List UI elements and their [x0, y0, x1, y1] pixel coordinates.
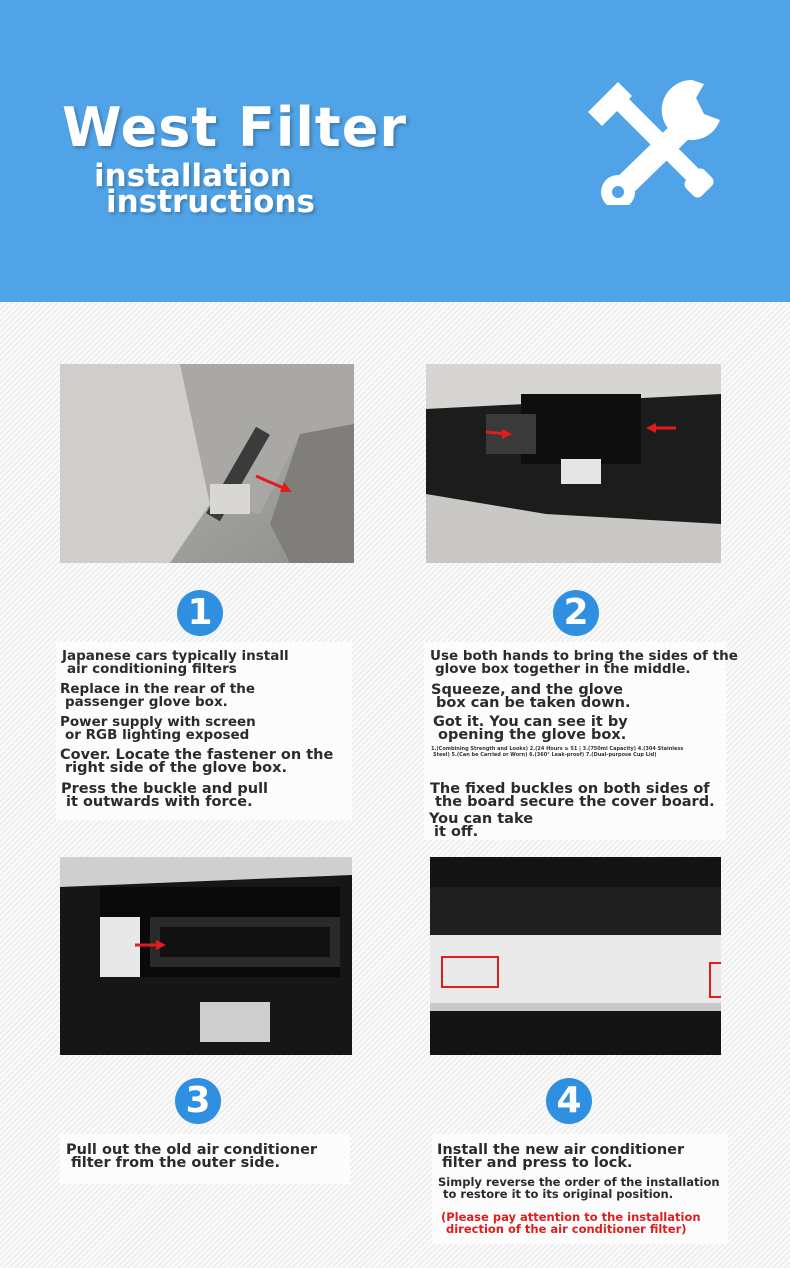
step-2-paragraph-3: Got it. You can see it by opening the glove box.	[433, 714, 628, 743]
header-banner	[0, 0, 790, 302]
brand-title: West Filter	[62, 96, 407, 159]
step-4-warning-note: (Please pay attention to the installation direction of the air conditioner filter)	[441, 1210, 701, 1236]
step-1-paragraph-4: Cover. Locate the fastener on the right side of the glove box.	[60, 747, 334, 776]
step-3-paragraph-1: Pull out the old air conditioner filter from the outer side.	[66, 1142, 318, 1171]
step-2-paragraph-1: Use both hands to bring the sides of the glove box together in the middle.	[430, 648, 738, 677]
step-2-paragraph-2: Squeeze, and the glove box can be taken down.	[431, 682, 631, 711]
wrench-hammer-icon	[580, 70, 730, 205]
subtitle-line-2: instructions	[106, 184, 315, 220]
step-1-paragraph-5: Press the buckle and pull it outwards with force.	[61, 781, 269, 810]
step-2-paragraph-4: The fixed buckles on both sides of the board secure the cover board.	[430, 781, 715, 810]
step-4-paragraph-1: Install the new air conditioner filter and press to lock.	[437, 1142, 685, 1171]
step-2-badge: 2	[553, 590, 599, 636]
step-1-photo	[60, 364, 354, 563]
step-1-badge: 1	[177, 590, 223, 636]
step-2-photo	[426, 364, 721, 563]
step-3-badge: 3	[175, 1078, 221, 1124]
step-4-badge: 4	[546, 1078, 592, 1124]
step-2-paragraph-5: You can take it off.	[429, 811, 534, 840]
step-1-paragraph-1: Japanese cars typically install air conditioning filters	[62, 648, 289, 677]
step-2-fine-print: 1.(Combining Strength and Looks) 2.(24 Hours ≥ 51 | 3.(750ml Capacity) 4.(304 Stainless Steel) 5.(Can be Carried or Worn) 6.(360° Leak-proof) 7.(Dual-purpose Cup Lid)	[431, 746, 684, 758]
step-4-reverse-note: Simply reverse the order of the installation to restore it to its original position.	[438, 1175, 720, 1201]
subtitle-line-1: installation	[94, 158, 292, 194]
step-1-paragraph-3: Power supply with screen or RGB lighting exposed	[60, 714, 256, 743]
step-4-photo	[430, 857, 721, 1055]
step-3-photo	[60, 857, 352, 1055]
step-1-paragraph-2: Replace in the rear of the passenger glove box.	[60, 681, 256, 710]
